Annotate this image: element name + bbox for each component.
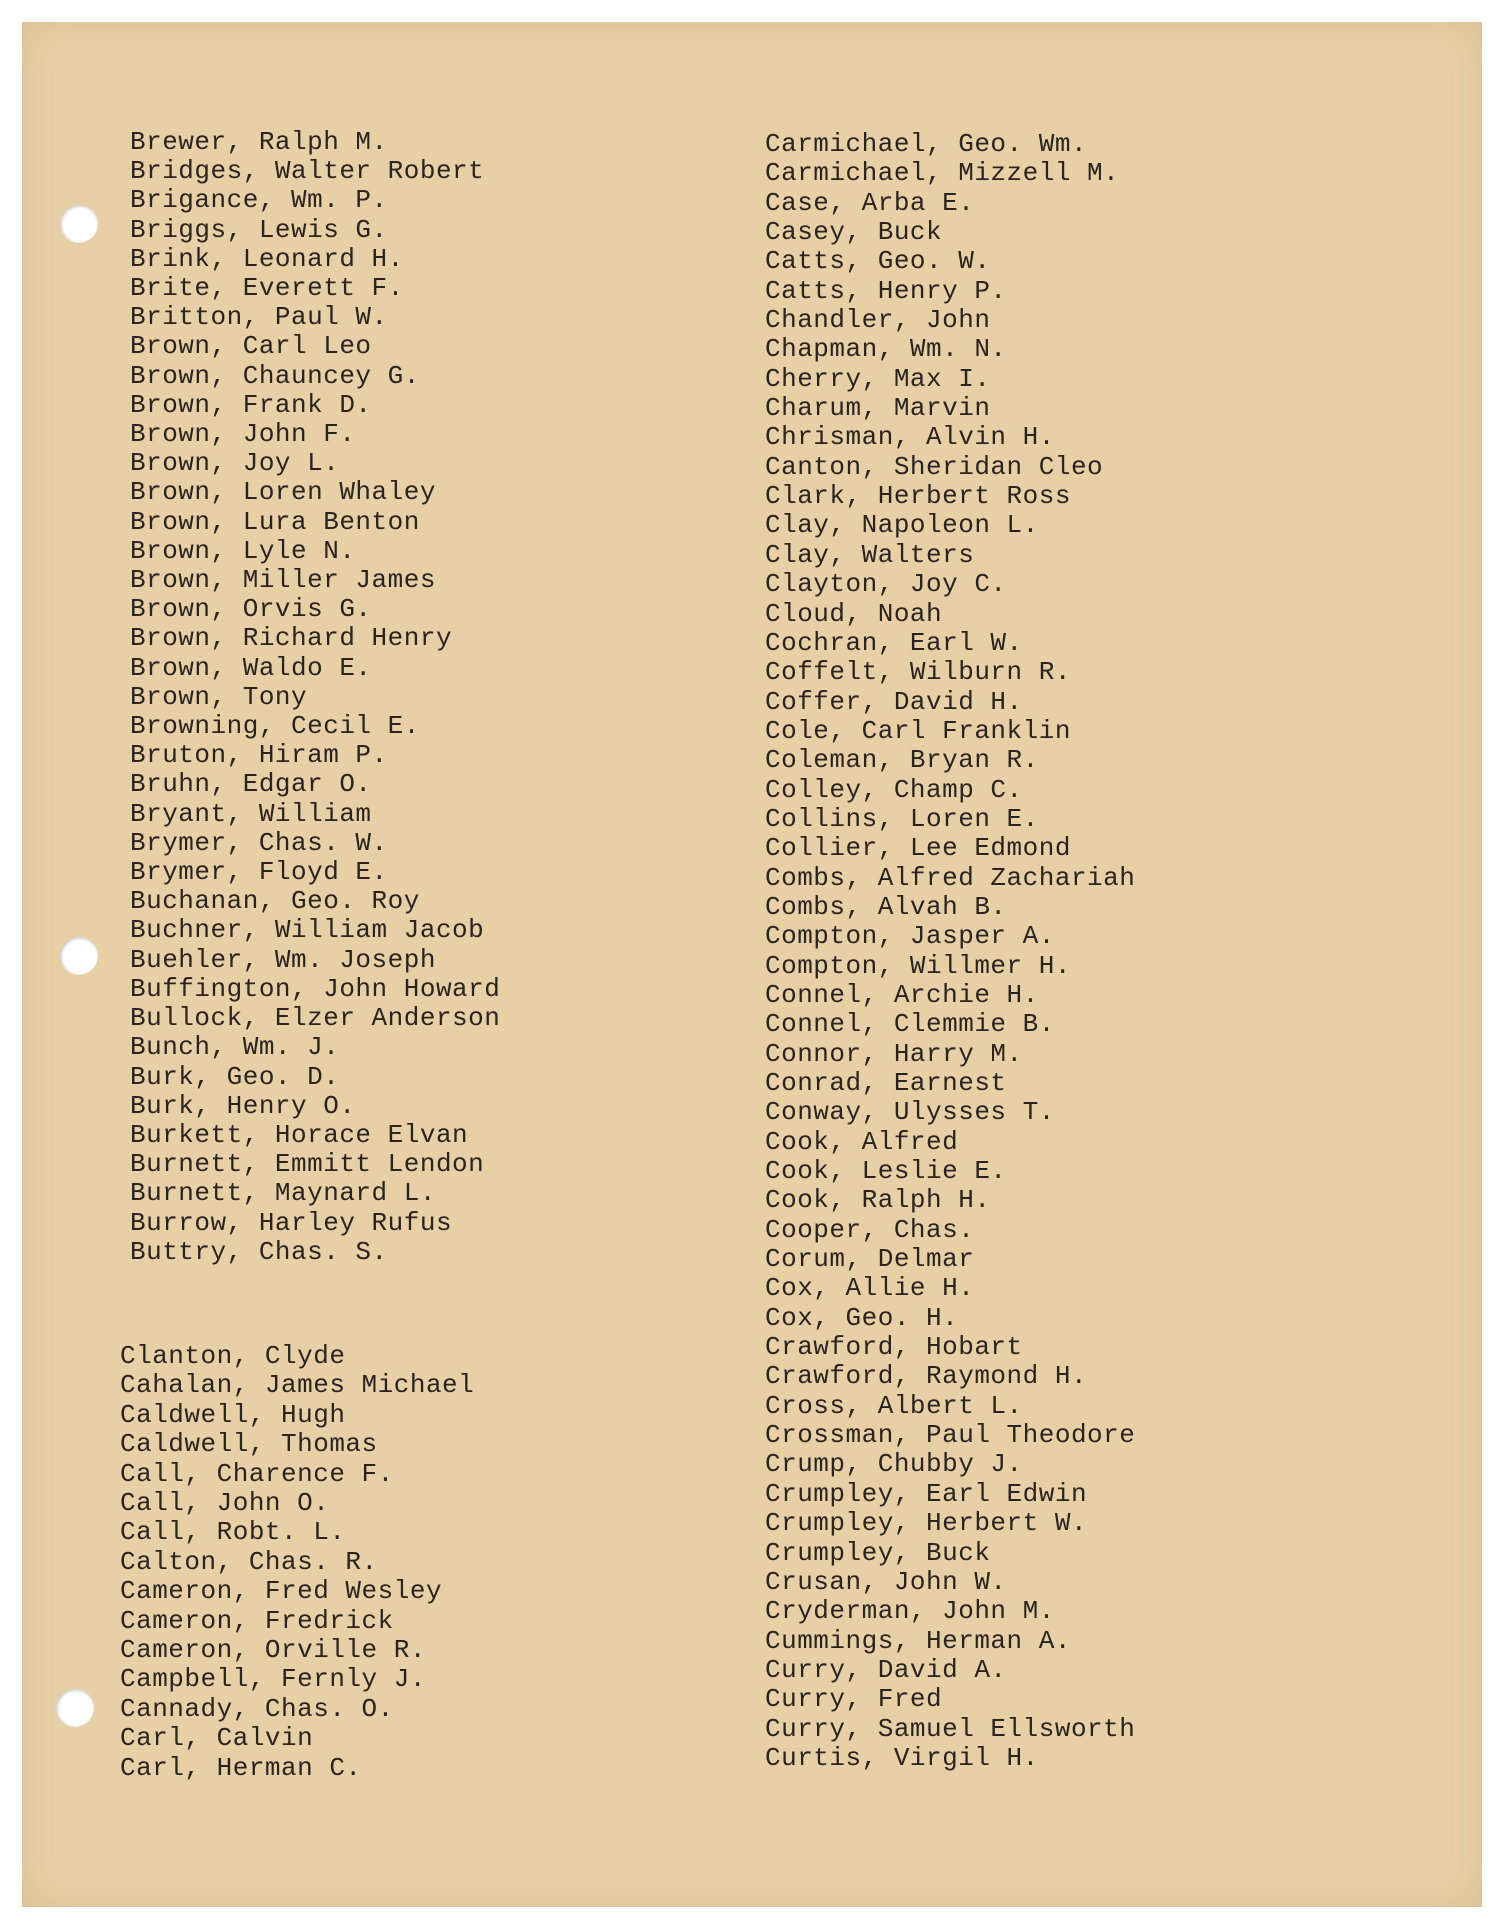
name-entry: Carl, Herman C. — [120, 1752, 362, 1783]
name-entry: Brown, Tony — [130, 681, 308, 712]
name-entry: Coleman, Bryan R. — [765, 745, 1039, 776]
name-entry: Conway, Ulysses T. — [765, 1097, 1055, 1128]
name-entry: Cryderman, John M. — [765, 1596, 1055, 1627]
name-entry: Buchner, William Jacob — [130, 915, 485, 946]
name-entry: Calton, Chas. R. — [120, 1546, 378, 1577]
name-entry: Collier, Lee Edmond — [765, 833, 1071, 864]
name-entry: Carmichael, Mizzell M. — [765, 158, 1120, 189]
name-entry: Burnett, Maynard L. — [130, 1178, 436, 1209]
name-entry: Crumpley, Earl Edwin — [765, 1478, 1088, 1509]
name-entry: Connel, Archie H. — [765, 979, 1039, 1010]
name-entry: Burkett, Horace Elvan — [130, 1119, 469, 1150]
name-entry: Brown, Chauncey G. — [130, 360, 420, 391]
name-entry: Cook, Leslie E. — [765, 1156, 1007, 1187]
name-entry: Bryant, William — [130, 798, 372, 829]
name-entry: Clanton, Clyde — [120, 1341, 346, 1371]
name-entry: Compton, Jasper A. — [765, 921, 1055, 952]
name-entry: Brown, Joy L. — [130, 448, 340, 479]
name-entry: Cannady, Chas. O. — [120, 1693, 394, 1724]
name-entry: Compton, Willmer H. — [765, 950, 1071, 981]
name-entry: Cameron, Fredrick — [120, 1605, 394, 1636]
name-entry: Buchanan, Geo. Roy — [130, 886, 420, 917]
name-entry: Chapman, Wm. N. — [765, 334, 1007, 365]
name-list-left-top — [130, 128, 500, 1267]
name-entry: Call, Charence F. — [120, 1458, 394, 1489]
name-entry: Brown, Lura Benton — [130, 506, 420, 537]
name-entry: Call, Robt. L. — [120, 1517, 346, 1548]
name-entry: Crossman, Paul Theodore — [765, 1420, 1136, 1451]
name-entry: Crump, Chubby J. — [765, 1449, 1023, 1480]
name-entry: Casey, Buck — [765, 217, 943, 248]
punch-hole-middle — [60, 937, 98, 975]
name-entry: Brown, Richard Henry — [130, 623, 453, 654]
name-entry: Brymer, Floyd E. — [130, 857, 388, 888]
name-entry: Clark, Herbert Ross — [765, 481, 1071, 512]
name-entry: Case, Arba E. — [765, 187, 975, 218]
name-entry: Crusan, John W. — [765, 1566, 1007, 1597]
name-entry: Brown, Miller James — [130, 565, 436, 596]
name-entry: Carl, Calvin — [120, 1723, 314, 1754]
name-entry: Buehler, Wm. Joseph — [130, 944, 436, 975]
name-entry: Bruhn, Edgar O. — [130, 769, 372, 800]
name-entry: Buffington, John Howard — [130, 973, 501, 1004]
name-entry: Curry, David A. — [765, 1654, 1007, 1685]
name-entry: Bullock, Elzer Anderson — [130, 1003, 501, 1034]
name-entry: Combs, Alfred Zachariah — [765, 862, 1136, 893]
name-entry: Clay, Napoleon L. — [765, 510, 1039, 541]
name-entry: Burnett, Emmitt Lendon — [130, 1149, 485, 1180]
name-entry: Burrow, Harley Rufus — [130, 1207, 453, 1238]
name-entry: Bridges, Walter Robert — [130, 156, 485, 187]
name-entry: Browning, Cecil E. — [130, 711, 420, 742]
name-entry: Briggs, Lewis G. — [130, 214, 388, 245]
name-entry: Burk, Henry O. — [130, 1090, 356, 1121]
name-entry: Cameron, Fred Wesley — [120, 1576, 443, 1607]
name-entry: Crumpley, Herbert W. — [765, 1508, 1088, 1539]
name-entry: Brown, Orvis G. — [130, 594, 372, 625]
name-entry: Carmichael, Geo. Wm. — [765, 129, 1088, 159]
name-entry: Cox, Geo. H. — [765, 1302, 959, 1333]
name-entry: Brown, Lyle N. — [130, 535, 356, 566]
name-entry: Cooper, Chas. — [765, 1214, 975, 1245]
name-entry: Coffelt, Wilburn R. — [765, 657, 1071, 688]
name-entry: Coffer, David H. — [765, 686, 1023, 717]
name-entry: Chrisman, Alvin H. — [765, 422, 1055, 453]
name-entry: Cochran, Earl W. — [765, 627, 1023, 658]
name-entry: Connor, Harry M. — [765, 1038, 1023, 1069]
name-entry: Cook, Ralph H. — [765, 1185, 991, 1216]
name-entry: Cook, Alfred — [765, 1126, 959, 1157]
name-entry: Curtis, Virgil H. — [765, 1742, 1039, 1773]
name-entry: Brigance, Wm. P. — [130, 185, 388, 216]
name-entry: Catts, Geo. W. — [765, 246, 991, 277]
name-entry: Collins, Loren E. — [765, 803, 1039, 834]
name-entry: Brink, Leonard H. — [130, 243, 404, 274]
name-entry: Brown, Carl Leo — [130, 331, 372, 362]
name-entry: Connel, Clemmie B. — [765, 1009, 1055, 1040]
name-entry: Corum, Delmar — [765, 1244, 975, 1275]
name-entry: Catts, Henry P. — [765, 275, 1007, 306]
name-entry: Chandler, John — [765, 305, 991, 336]
name-entry: Curry, Fred — [765, 1684, 943, 1715]
name-entry: Buttry, Chas. S. — [130, 1236, 388, 1267]
name-entry: Canton, Sheridan Cleo — [765, 451, 1104, 482]
name-entry: Brite, Everett F. — [130, 273, 404, 304]
name-entry: Cherry, Max I. — [765, 363, 991, 394]
name-entry: Cloud, Noah — [765, 598, 943, 629]
punch-hole-top — [60, 205, 98, 243]
name-entry: Bruton, Hiram P. — [130, 740, 388, 771]
name-entry: Clay, Walters — [765, 539, 975, 570]
name-entry: Brown, Frank D. — [130, 389, 372, 420]
name-entry: Brown, Loren Whaley — [130, 477, 436, 508]
name-entry: Brewer, Ralph M. — [130, 127, 388, 157]
name-entry: Cahalan, James Michael — [120, 1370, 475, 1401]
name-entry: Cox, Allie H. — [765, 1273, 975, 1304]
name-entry: Colley, Champ C. — [765, 774, 1023, 805]
name-entry: Conrad, Earnest — [765, 1068, 1007, 1098]
name-list-right — [765, 130, 1135, 1773]
name-entry: Cole, Carl Franklin — [765, 715, 1071, 746]
name-entry: Clayton, Joy C. — [765, 569, 1007, 600]
name-entry: Brown, Waldo E. — [130, 652, 372, 683]
punch-hole-bottom — [56, 1689, 94, 1727]
name-entry: Brown, John F. — [130, 419, 356, 450]
name-entry: Crumpley, Buck — [765, 1537, 991, 1568]
name-entry: Campbell, Fernly J. — [120, 1664, 426, 1695]
name-entry: Caldwell, Hugh — [120, 1399, 346, 1430]
name-entry: Cross, Albert L. — [765, 1390, 1023, 1421]
name-entry: Brymer, Chas. W. — [130, 827, 388, 858]
name-entry: Call, John O. — [120, 1488, 330, 1519]
name-entry: Charum, Marvin — [765, 393, 991, 424]
name-entry: Cummings, Herman A. — [765, 1625, 1071, 1656]
name-entry: Burk, Geo. D. — [130, 1061, 340, 1092]
name-entry: Britton, Paul W. — [130, 302, 388, 333]
name-entry: Combs, Alvah B. — [765, 891, 1007, 922]
name-list-left-bottom — [120, 1342, 474, 1783]
name-entry: Caldwell, Thomas — [120, 1429, 378, 1460]
name-entry: Cameron, Orville R. — [120, 1635, 426, 1666]
name-entry: Crawford, Raymond H. — [765, 1361, 1088, 1392]
name-entry: Bunch, Wm. J. — [130, 1032, 340, 1063]
name-entry: Curry, Samuel Ellsworth — [765, 1713, 1136, 1744]
name-entry: Crawford, Hobart — [765, 1332, 1023, 1363]
